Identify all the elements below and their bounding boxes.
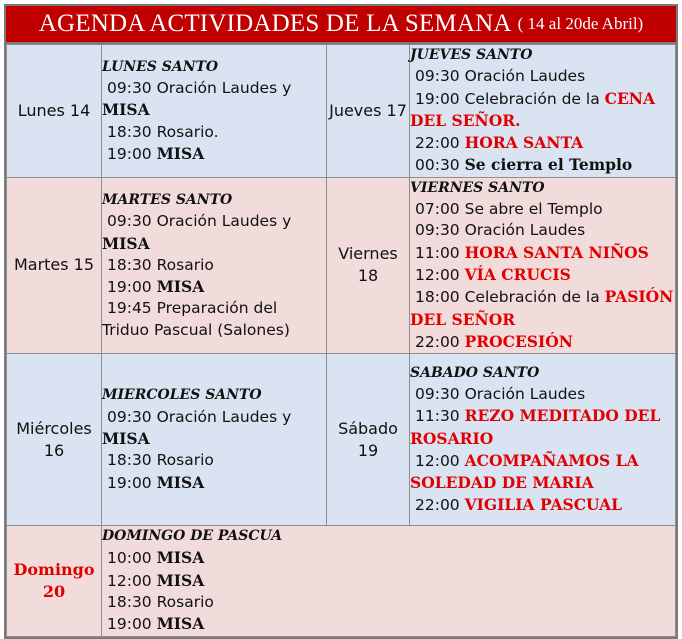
event-text: Oración Laudes — [464, 67, 586, 86]
day-label: Viernes 18 — [327, 177, 410, 353]
event-time: 22:00 — [415, 332, 460, 351]
event-text: Oración Laudes y — [156, 212, 292, 231]
event-text: Oración Laudes y — [156, 407, 292, 426]
event-text: Celebración de la — [464, 89, 600, 108]
event-text: DEL SEÑOR — [410, 309, 516, 329]
schedule-line — [410, 286, 675, 308]
event-text: Preparación del — [156, 299, 278, 318]
schedule-line — [410, 405, 675, 427]
schedule-line — [410, 450, 675, 472]
schedule-line — [102, 450, 326, 471]
event-text: Celebración de la — [464, 288, 600, 307]
schedule-line — [102, 143, 326, 165]
schedule-line — [410, 220, 675, 241]
event-text: ACOMPAÑAMOS LA — [464, 450, 639, 470]
schedule-line — [102, 547, 675, 569]
event-text: ROSARIO — [410, 428, 494, 448]
schedule-cell — [102, 526, 676, 636]
schedule-line — [102, 592, 675, 613]
event-text: DEL SEÑOR. — [410, 110, 521, 130]
event-time: 18:00 — [415, 288, 460, 307]
day-header: LUNES SANTO — [102, 58, 219, 75]
event-text: Rosario — [156, 451, 214, 470]
day-label: Lunes 14 — [7, 45, 102, 178]
schedule-line — [410, 309, 675, 331]
event-time: 09:30 — [415, 384, 460, 403]
schedule-line — [102, 99, 326, 121]
event-text: VIGILIA PASCUAL — [464, 495, 622, 515]
event-time: 12:00 — [415, 265, 460, 284]
schedule-line — [102, 407, 326, 428]
schedule-line — [410, 154, 675, 176]
schedule-line — [410, 428, 675, 450]
day-header: DOMINGO DE PASCUA — [102, 528, 283, 545]
day-label: Martes 15 — [7, 177, 102, 353]
day-label: Jueves 17 — [327, 45, 410, 178]
event-text: MISA — [102, 233, 150, 253]
event-time: 11:30 — [415, 407, 460, 426]
event-text: Oración Laudes — [464, 384, 586, 403]
schedule-line — [410, 110, 675, 132]
event-time: 19:00 — [107, 278, 152, 297]
event-text: Rosario — [156, 255, 214, 274]
agenda-title: AGENDA ACTIVIDADES DE LA SEMANA — [38, 10, 512, 37]
event-text: MISA — [156, 143, 205, 163]
event-text: MISA — [156, 277, 205, 297]
event-time: 19:45 — [107, 299, 152, 318]
day-header: MIERCOLES SANTO — [102, 387, 262, 404]
schedule-line — [102, 233, 326, 255]
schedule-line — [102, 613, 675, 635]
event-text: Rosario — [156, 593, 214, 612]
schedule-row — [7, 177, 676, 353]
event-time: 09:30 — [107, 212, 152, 231]
event-time: 12:00 — [107, 571, 152, 590]
schedule-line — [102, 320, 326, 341]
schedule-line — [410, 472, 675, 494]
schedule-line — [102, 276, 326, 298]
schedule-row — [7, 354, 676, 526]
day-header: VIERNES SANTO — [410, 179, 545, 196]
agenda-table — [4, 4, 678, 639]
event-time: 09:30 — [107, 78, 152, 97]
event-time: 09:30 — [107, 407, 152, 426]
event-time: 00:30 — [415, 156, 460, 175]
event-text: MISA — [156, 472, 205, 492]
event-text: HORA SANTA NIÑOS — [464, 242, 649, 262]
event-time: 11:00 — [415, 243, 460, 262]
schedule-line — [410, 88, 675, 110]
event-time: 18:30 — [107, 593, 152, 612]
schedule-line — [102, 472, 326, 494]
event-time: 19:00 — [107, 615, 152, 634]
event-text: MISA — [156, 614, 205, 634]
schedule-cell — [410, 177, 676, 353]
event-text: MISA — [102, 100, 150, 120]
schedule-line — [102, 570, 675, 592]
event-text: PROCESIÓN — [464, 331, 573, 351]
schedule-line — [102, 428, 326, 450]
event-text: Se abre el Templo — [464, 200, 603, 219]
schedule-line — [410, 331, 675, 353]
event-highlight: PASIÓN — [604, 287, 674, 307]
event-time: 09:30 — [415, 221, 460, 240]
event-text: REZO MEDITADO DEL — [464, 406, 661, 426]
day-header: SABADO SANTO — [410, 364, 540, 381]
event-time: 10:00 — [107, 549, 152, 568]
schedule-line — [102, 255, 326, 276]
event-time: 19:00 — [107, 473, 152, 492]
event-text: MISA — [156, 548, 205, 568]
schedule-line — [410, 66, 675, 87]
day-header: JUEVES SANTO — [410, 47, 533, 63]
schedule-line — [410, 264, 675, 286]
schedule-cell — [410, 354, 676, 526]
event-text: Oración Laudes y — [156, 78, 292, 97]
event-time: 12:00 — [415, 451, 460, 470]
event-time: 07:00 — [415, 200, 460, 219]
day-label: Sábado 19 — [327, 354, 410, 526]
schedule-line — [102, 78, 326, 99]
schedule-line — [102, 211, 326, 232]
schedule-line — [410, 384, 675, 405]
schedule-line — [102, 122, 326, 143]
event-time: 09:30 — [415, 67, 460, 86]
schedule-cell — [102, 45, 327, 178]
event-time: 18:30 — [107, 122, 152, 141]
event-text: Rosario. — [156, 122, 219, 141]
event-text: Triduo Pascual (Salones) — [102, 320, 290, 339]
schedule-line — [410, 132, 675, 154]
event-text: SOLEDAD DE MARIA — [410, 473, 594, 493]
day-header: MARTES SANTO — [102, 191, 233, 208]
event-text: HORA SANTA — [464, 133, 584, 153]
event-text: Se cierra el Templo — [464, 155, 633, 175]
schedule-cell — [102, 354, 327, 526]
day-label: Miércoles 16 — [7, 354, 102, 526]
event-time: 22:00 — [415, 496, 460, 515]
schedule-line — [410, 494, 675, 516]
schedule-row-sunday — [7, 526, 676, 636]
event-text: MISA — [156, 570, 205, 590]
event-time: 19:00 — [415, 89, 460, 108]
agenda-date-range: ( 14 al 20de Abril) — [517, 14, 644, 33]
event-time: 18:30 — [107, 255, 152, 274]
event-text: Oración Laudes — [464, 221, 586, 240]
agenda-title-bar — [6, 6, 676, 44]
schedule-cell — [102, 177, 327, 353]
event-time: 22:00 — [415, 134, 460, 153]
schedule-grid — [6, 44, 676, 637]
event-time: 18:30 — [107, 451, 152, 470]
schedule-line — [410, 242, 675, 264]
schedule-row — [7, 45, 676, 178]
event-highlight: CENA — [604, 88, 655, 108]
event-time: 19:00 — [107, 144, 152, 163]
event-text: VÍA CRUCIS — [464, 264, 571, 284]
schedule-line — [102, 298, 326, 319]
schedule-line — [410, 199, 675, 220]
schedule-cell — [410, 45, 676, 178]
event-text: MISA — [102, 429, 150, 448]
day-label: Domingo 20 — [7, 526, 102, 636]
